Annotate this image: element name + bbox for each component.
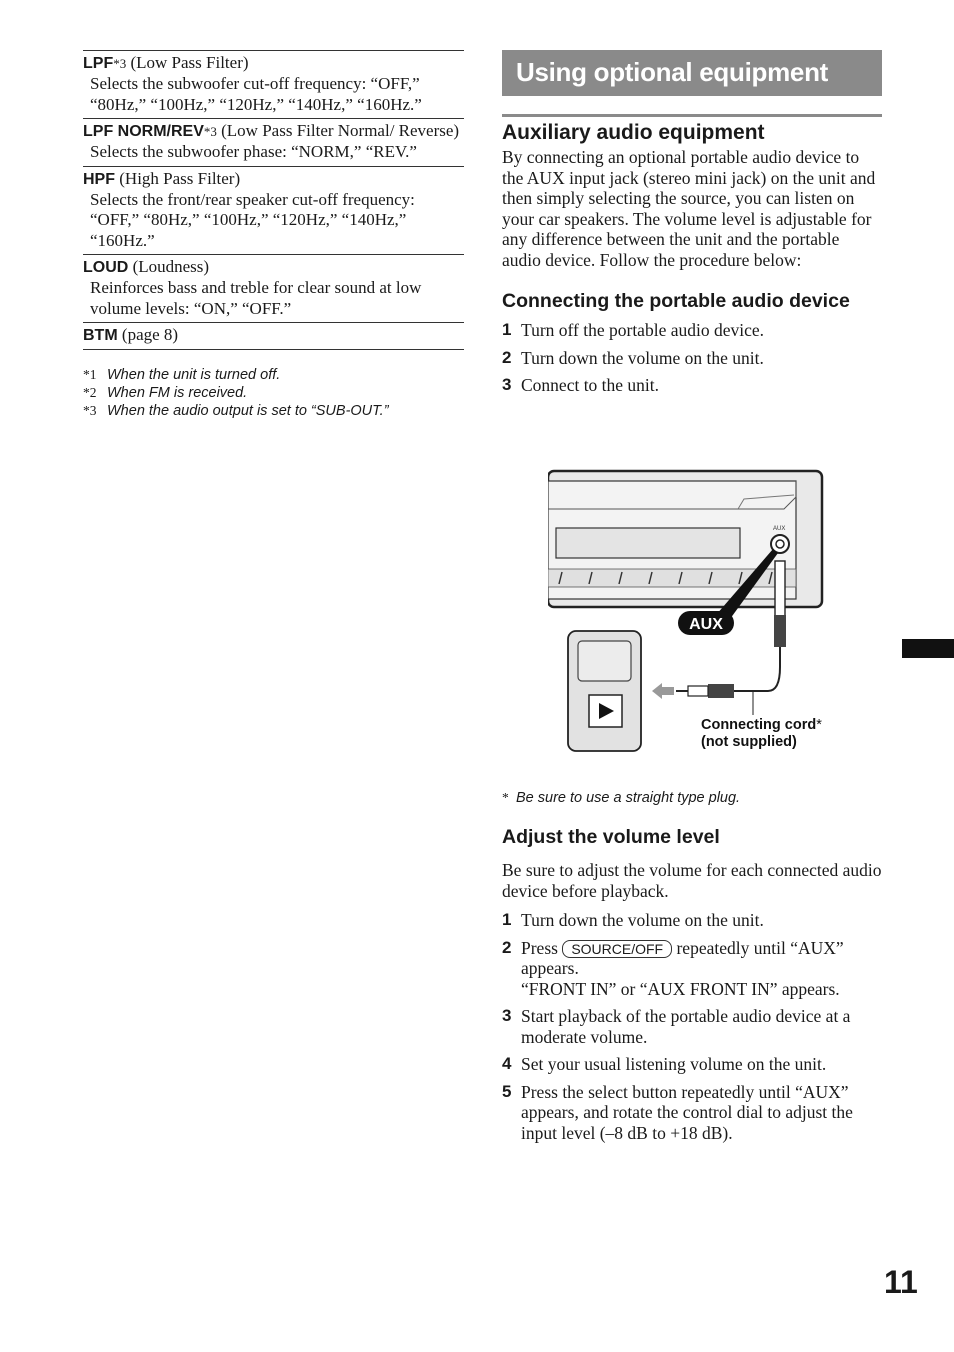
step-number: 2	[502, 937, 512, 957]
footnote	[83, 384, 464, 402]
settings-parameter-list	[83, 50, 464, 420]
param-footnote-ref: *3	[113, 56, 127, 71]
footnote-mark: *2	[83, 385, 97, 400]
footnote-mark: *3	[83, 403, 97, 418]
cord-label	[701, 717, 822, 733]
step-text: Connect to the unit.	[521, 375, 660, 395]
adjust-steps	[502, 910, 882, 1143]
cord-label-star: *	[816, 717, 822, 733]
footnote-mark: *1	[83, 367, 97, 382]
param-description: Selects the subwoofer phase: “NORM,” “REV.”	[90, 142, 417, 161]
step-text: Start playback of the portable audio device at a moderate volume.	[521, 1006, 851, 1047]
param-name: HPF	[83, 170, 115, 188]
param-lpf	[83, 50, 464, 118]
step	[502, 348, 882, 369]
step-number: 5	[502, 1081, 512, 1101]
insert-arrow-icon	[652, 683, 674, 699]
param-name: LPF NORM/REV	[83, 123, 204, 140]
step-text: Turn down the volume on the unit.	[521, 910, 764, 930]
footnote	[83, 402, 464, 420]
plug-note	[502, 789, 882, 807]
chapter-tab	[902, 639, 954, 658]
optional-equipment-section	[502, 50, 882, 396]
param-loud	[83, 254, 464, 322]
param-hpf	[83, 166, 464, 255]
section-divider	[502, 114, 882, 117]
step-number: 1	[502, 910, 512, 929]
param-name: LPF	[83, 55, 114, 72]
step	[502, 1054, 882, 1075]
step-text: Set your usual listening volume on the unit.	[521, 1054, 827, 1074]
footnote-text: When the unit is turned off.	[107, 367, 281, 383]
param-name: BTM	[83, 327, 118, 344]
note-text: Be sure to use a straight type plug.	[516, 790, 741, 806]
aux-jack-label: AUX	[773, 526, 786, 532]
step-text	[521, 938, 882, 1000]
step-text: Turn off the portable audio device.	[521, 320, 765, 340]
footnotes	[83, 366, 464, 420]
adjust-section	[502, 789, 882, 1143]
step	[502, 910, 882, 931]
diagram-illustration	[548, 469, 848, 759]
param-qualifier: (page 8)	[117, 325, 179, 344]
param-qualifier: (Low Pass Filter Normal/ Reverse)	[216, 121, 460, 140]
step-number: 1	[502, 320, 512, 339]
cord-sublabel: (not supplied)	[701, 734, 797, 750]
adjust-intro: Be sure to adjust the volume for each connected audio device before playback.	[502, 860, 882, 901]
aux-connection-diagram	[548, 469, 848, 759]
aux-intro: By connecting an optional portable audio device to the AUX input jack (stereo mini jack) on the unit and then simply selecting the source, you can listen on your car speakers. The volume level is adjustable for any difference between the unit and the portable audio device. Follow the procedure below:	[502, 147, 876, 270]
step-number: 4	[502, 1054, 512, 1073]
adjust-heading: Adjust the volume level	[502, 826, 720, 848]
step-number: 2	[502, 347, 512, 367]
page-number: 11	[884, 1264, 918, 1300]
param-description: Selects the subwoofer cut-off frequency: “OFF,” “80Hz,” “100Hz,” “120Hz,” “140Hz,” “160Hz.”	[90, 74, 422, 114]
horizontal-plug	[676, 684, 734, 698]
step-text-pre: Press	[521, 937, 563, 958]
aux-heading: Auxiliary audio equipment	[502, 121, 765, 144]
connect-steps	[502, 320, 882, 396]
step	[502, 938, 882, 1000]
section-title: Using optional equipment	[502, 50, 882, 96]
step-number: 3	[502, 375, 512, 394]
param-qualifier: (Low Pass Filter)	[126, 53, 249, 72]
step-text: Turn down the volume on the unit.	[521, 347, 764, 368]
source-off-key: SOURCE/OFF	[562, 940, 672, 958]
step-number: 3	[502, 1006, 512, 1025]
footnote-text: When FM is received.	[107, 385, 248, 401]
param-description: Reinforces bass and treble for clear sound at low volume levels: “ON,” “OFF.”	[90, 278, 422, 318]
aux-badge-label: AUX	[689, 616, 723, 633]
step	[502, 375, 882, 396]
step-text-line2: “FRONT IN” or “AUX FRONT IN” appears.	[521, 978, 840, 999]
param-btm	[83, 322, 464, 350]
footnote	[83, 366, 464, 384]
param-name: LOUD	[83, 259, 129, 276]
footnote-text: When the audio output is set to “SUB-OUT.”	[107, 403, 389, 419]
step	[502, 1082, 882, 1144]
cord-label-text: Connecting cord	[701, 717, 817, 733]
param-qualifier: (Loudness)	[128, 257, 210, 276]
step-text-post: repeatedly until “AUX” appears.	[521, 937, 844, 978]
portable-audio-device	[568, 631, 641, 751]
param-description: Selects the front/rear speaker cut-off frequency: “OFF,” “80Hz,” “100Hz,” “120Hz,” “140Hz,” “160Hz.”	[90, 189, 415, 250]
connect-heading: Connecting the portable audio device	[502, 290, 850, 312]
step	[502, 1006, 882, 1047]
param-footnote-ref: *3	[203, 124, 217, 139]
param-qualifier: (High Pass Filter)	[115, 168, 241, 188]
step	[502, 320, 882, 341]
note-mark: *	[502, 790, 509, 805]
param-lpf-norm-rev	[83, 118, 464, 166]
step-text: Press the select button repeatedly until “AUX” appears, and rotate the control dial to adjust the input level (–8 dB to +18 dB).	[521, 1081, 853, 1143]
